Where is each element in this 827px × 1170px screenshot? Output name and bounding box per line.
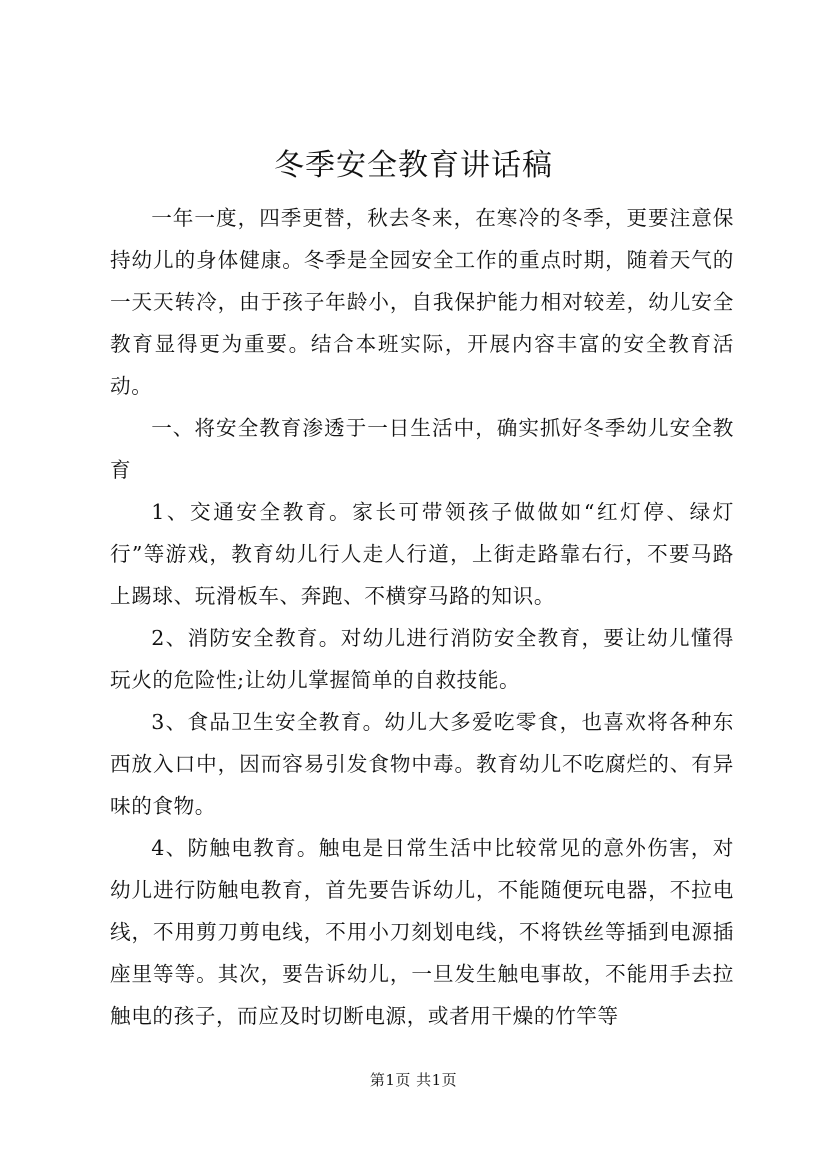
paragraph-traffic-safety: 1、交通安全教育。家长可带领孩子做做如“红灯停、绿灯行”等游戏，教育幼儿行人走人行道，上街走路靠右行，不要马路上踢球、玩滑板车、奔跑、不横穿马路的知识。 [110,500,734,608]
paragraph-food-safety: 3、食品卫生安全教育。幼儿大多爱吃零食，也喜欢将各种东西放入口中，因而容易引发食物中毒。教育幼儿不吃腐烂的、有异味的食物。 [110,710,734,818]
paragraph-intro: 一年一度，四季更替，秋去冬来，在寒冷的冬季，更要注意保持幼儿的身体健康。冬季是全园安全工作的重点时期，随着天气的一天天转冷，由于孩子年龄小，自我保护能力相对较差，幼儿安全教育显得更为重要。结合本班实际，开展内容丰富的安全教育活动。 [110,206,734,398]
document-body [110,197,734,1037]
paragraph-section-heading: 一、将安全教育渗透于一日生活中，确实抓好冬季幼儿安全教育 [110,416,734,482]
page-number-footer: 第1页 共1页 [369,1071,458,1089]
paragraph-electric-safety: 4、防触电教育。触电是日常生活中比较常见的意外伤害，对幼儿进行防触电教育，首先要告诉幼儿，不能随便玩电器，不拉电线，不用剪刀剪电线，不用小刀刻划电线，不将铁丝等插到电源插座里等等。其次，要告诉幼儿，一旦发生触电事故，不能用手去拉触电的孩子，而应及时切断电源，或者用干燥的竹竿等 [110,836,734,1028]
paragraph-fire-safety: 2、消防安全教育。对幼儿进行消防安全教育，要让幼儿懂得玩火的危险性;让幼儿掌握简单的自救技能。 [110,626,734,692]
document-title: 冬季安全教育讲话稿 [274,148,553,183]
